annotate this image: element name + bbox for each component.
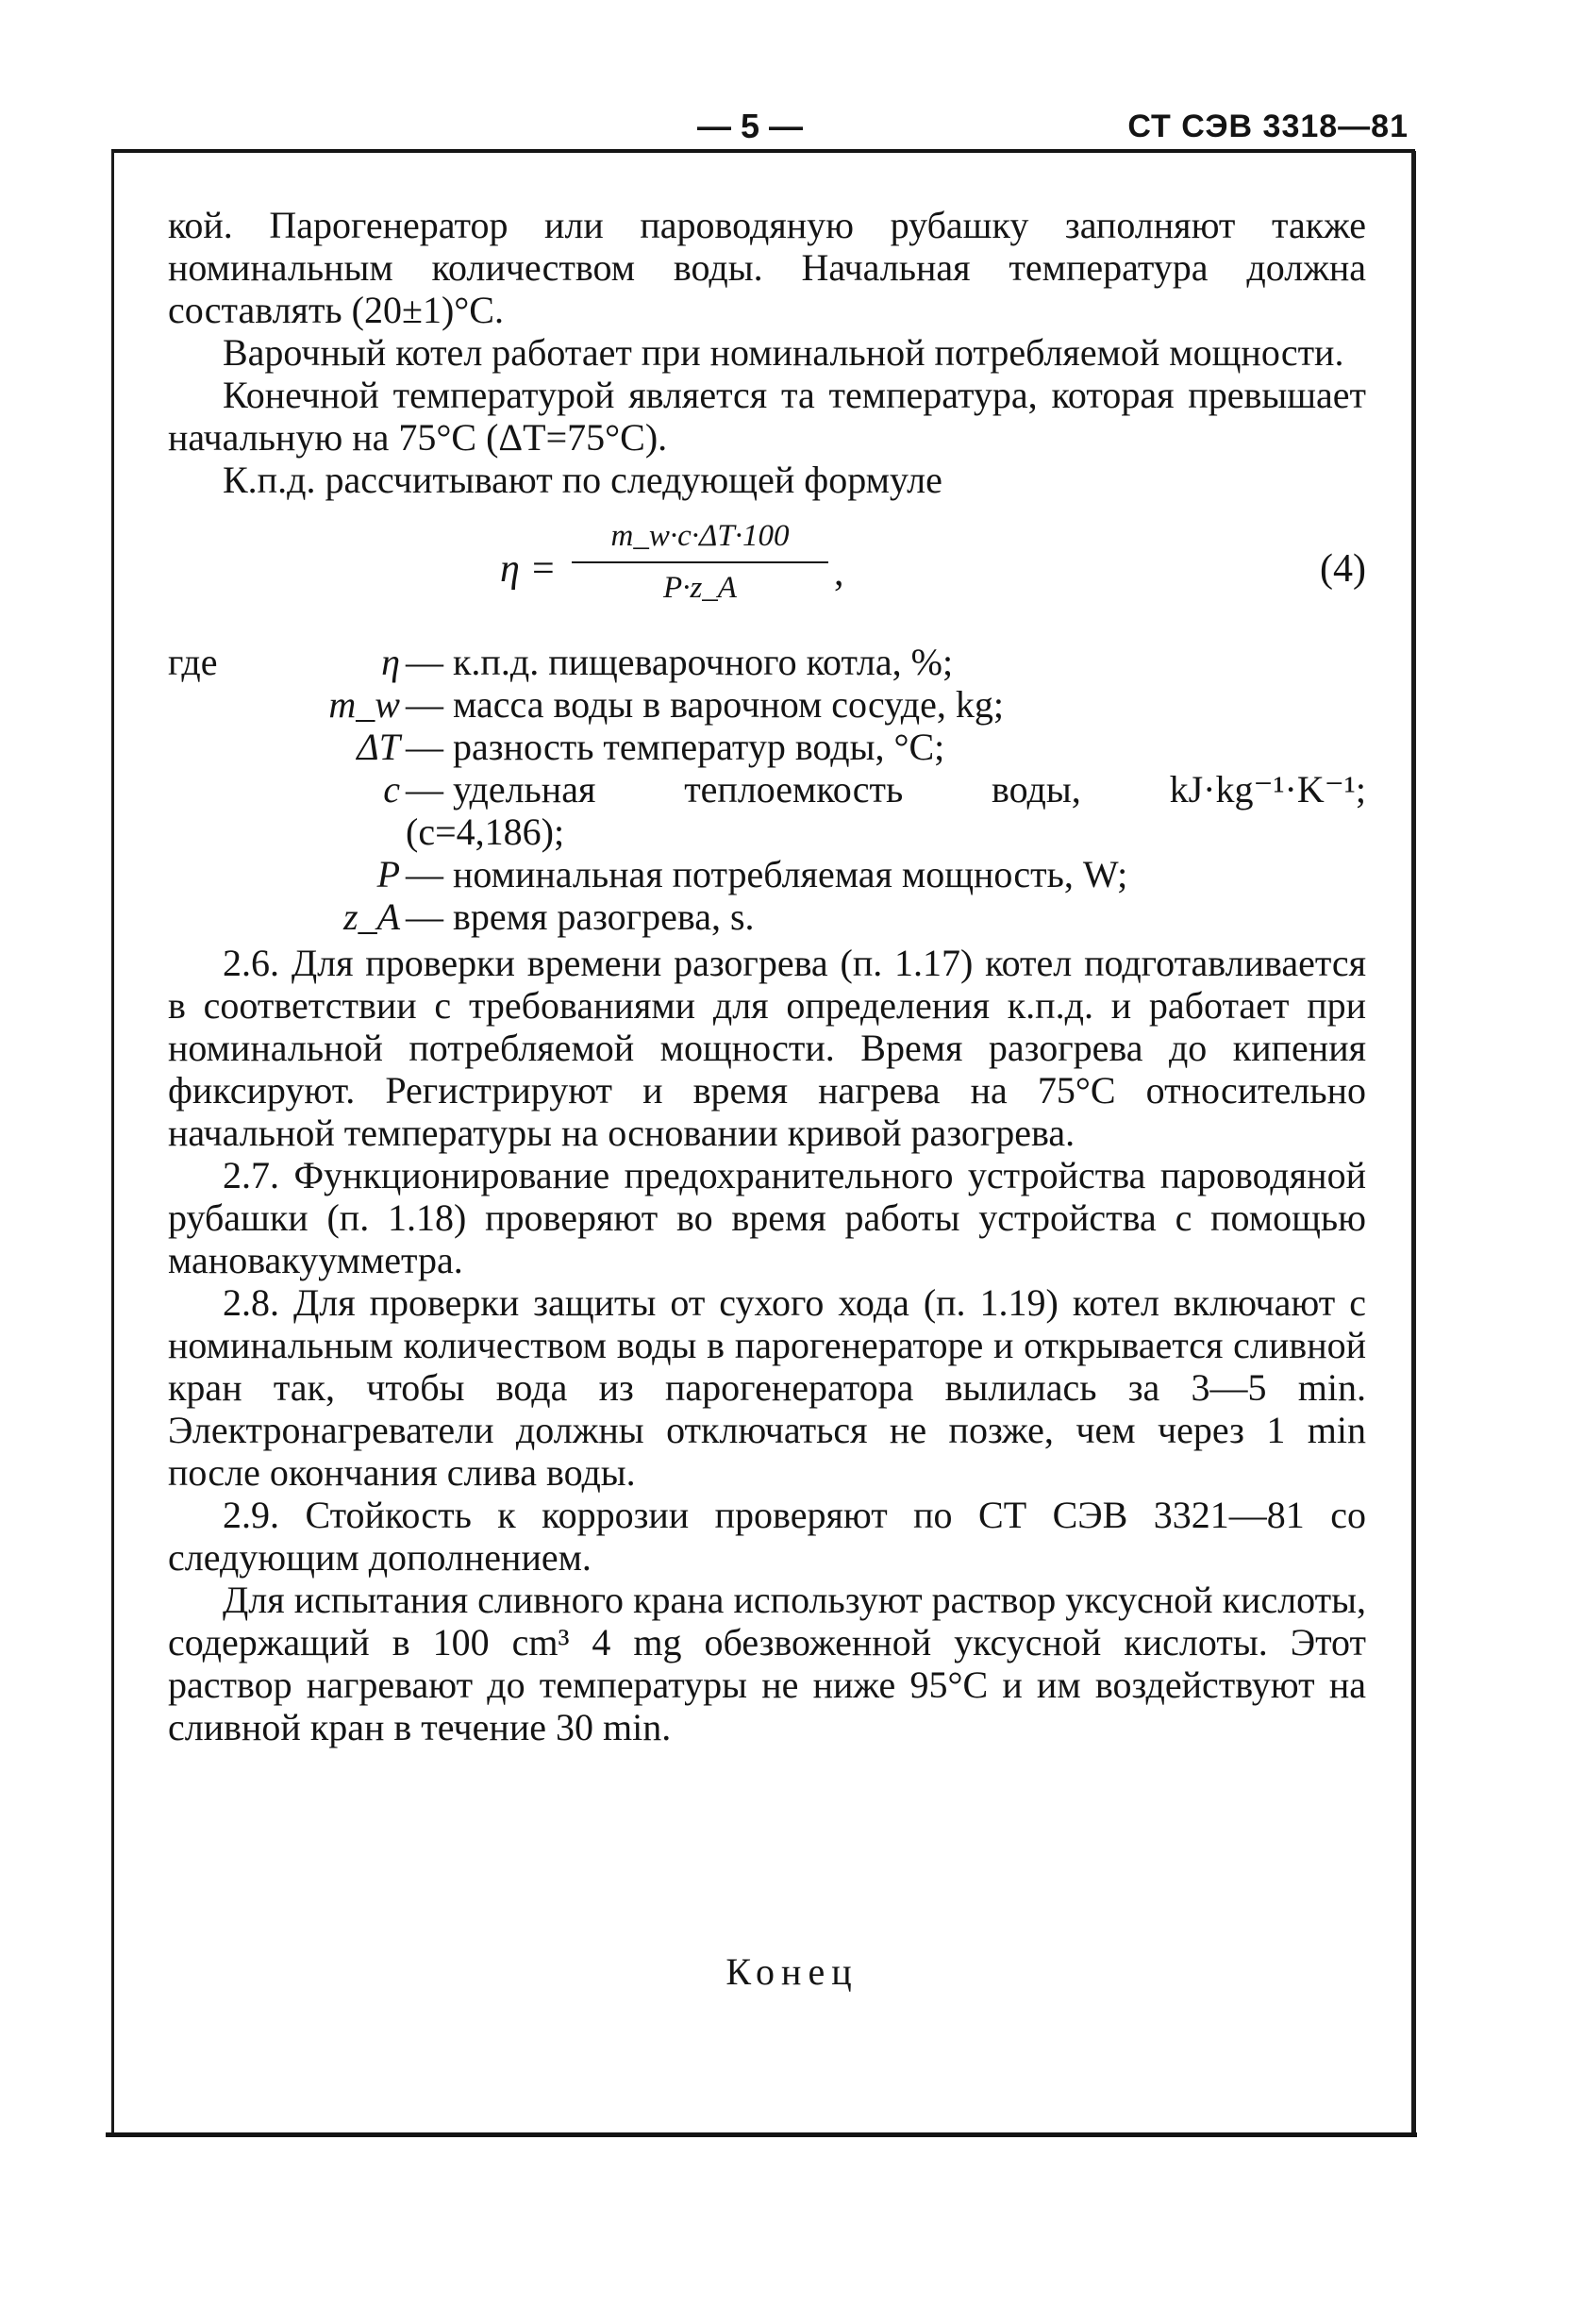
body-text xyxy=(168,204,1366,1748)
end-label: Конец xyxy=(725,1950,859,1993)
definition-text: — масса воды в варочном сосуде, kg; xyxy=(406,683,1004,726)
definition-text: — время разогрева, s. xyxy=(406,895,755,938)
formula-equals: = xyxy=(532,547,555,591)
definitions-lead: где xyxy=(168,641,218,683)
definition-symbol: P xyxy=(376,853,400,895)
definition-symbol: η xyxy=(381,641,400,683)
formula-numerator: m_w·c·ΔT·100 xyxy=(610,519,790,553)
definition-symbol: z_A xyxy=(343,895,400,938)
frame-right-border xyxy=(1411,151,1416,2134)
definition-row xyxy=(168,683,1366,726)
definition-unit: kJ·kg⁻¹·K⁻¹; xyxy=(1169,768,1366,811)
formula-denominator: P·z_A xyxy=(663,571,737,605)
paragraph-power: Варочный котел работает при номинальной потребляемой мощности. xyxy=(223,331,1344,374)
definition-word: теплоемкость xyxy=(684,768,904,811)
section-2-7: 2.7. Функционирование предохранительного устройства пароводяной рубашки (п. 1.18) проверяют во время работы устройства с помощью мановакуумметра. xyxy=(168,1154,1366,1281)
bottom-rule xyxy=(106,2132,1417,2137)
section-2-8: 2.8. Для проверки защиты от сухого хода (п. 1.19) котел включают с номинальным количеством воды в парогенераторе и открывается сливной кран так, чтобы вода из парогенератора вылилась за 3—5 min. Электронагреватели должны отключаться не позже, чем через 1 min после окончания слива воды. xyxy=(168,1281,1366,1494)
definition-symbol: ΔT xyxy=(357,726,400,768)
formula-lhs: η xyxy=(500,547,520,591)
definition-text: — к.п.д. пищеварочного котла, %; xyxy=(406,641,954,683)
page-number: — 5 — xyxy=(696,107,804,145)
definition-row xyxy=(168,853,1366,895)
definition-row xyxy=(168,726,1366,768)
definition-row xyxy=(168,641,1366,683)
section-2-9-addendum: Для испытания сливного крана используют раствор уксусной кислоты, содержащий в 100 cm³ 4 mg обезвоженной уксусной кислоты. Этот раствор нагревают до температуры не ниже 95°С и им воздействуют на сливной кран в течение 30 min. xyxy=(168,1579,1366,1748)
paragraph-continuation: кой. Парогенератор или пароводяную рубашку заполняют также номинальным количеством воды. Начальная температура должна составлять (20±1)°С. xyxy=(168,204,1366,331)
definition-row xyxy=(168,768,1366,811)
definition-text: — номинальная потребляемая мощность, W; xyxy=(406,853,1128,895)
definition-row xyxy=(168,895,1366,938)
standard-code: СТ СЭВ 3318—81 xyxy=(1127,109,1409,144)
top-rule xyxy=(111,149,1415,153)
definition-text xyxy=(406,768,1366,811)
efficiency-formula xyxy=(168,514,1366,631)
formula-fraction xyxy=(572,514,828,612)
section-2-9: 2.9. Стойкость к коррозии проверяют по СТ СЭВ 3321—81 со следующим дополнением. xyxy=(168,1494,1366,1579)
definition-symbol: c xyxy=(383,768,400,811)
section-2-6: 2.6. Для проверки времени разогрева (п. 1.17) котел подготавливается в соответствии с требованиями для определения к.п.д. и работает при номинальной потребляемой мощности. Время разогрева до кипения фиксируют. Регистрируют и время нагрева на 75°С относительно начальной температуры на основании кривой разогрева. xyxy=(168,942,1366,1154)
definition-word: воды, xyxy=(992,768,1081,811)
definition-text: — разность температур воды, °С; xyxy=(406,726,945,768)
formula-comma: , xyxy=(834,551,844,594)
symbol-definitions xyxy=(168,641,1366,938)
frame-left-border xyxy=(111,151,114,2132)
definition-symbol: m_w xyxy=(328,683,400,726)
definition-continuation: (c=4,186); xyxy=(406,811,565,853)
definition-word: — удельная xyxy=(406,768,596,811)
formula-number: (4) xyxy=(1320,547,1366,591)
paragraph-formula-intro: К.п.д. рассчитывают по следующей формуле xyxy=(223,459,942,501)
paragraph-final-temperature: Конечной температурой является та температура, которая превышает начальную на 75°С (ΔТ=75°С). xyxy=(168,374,1366,459)
